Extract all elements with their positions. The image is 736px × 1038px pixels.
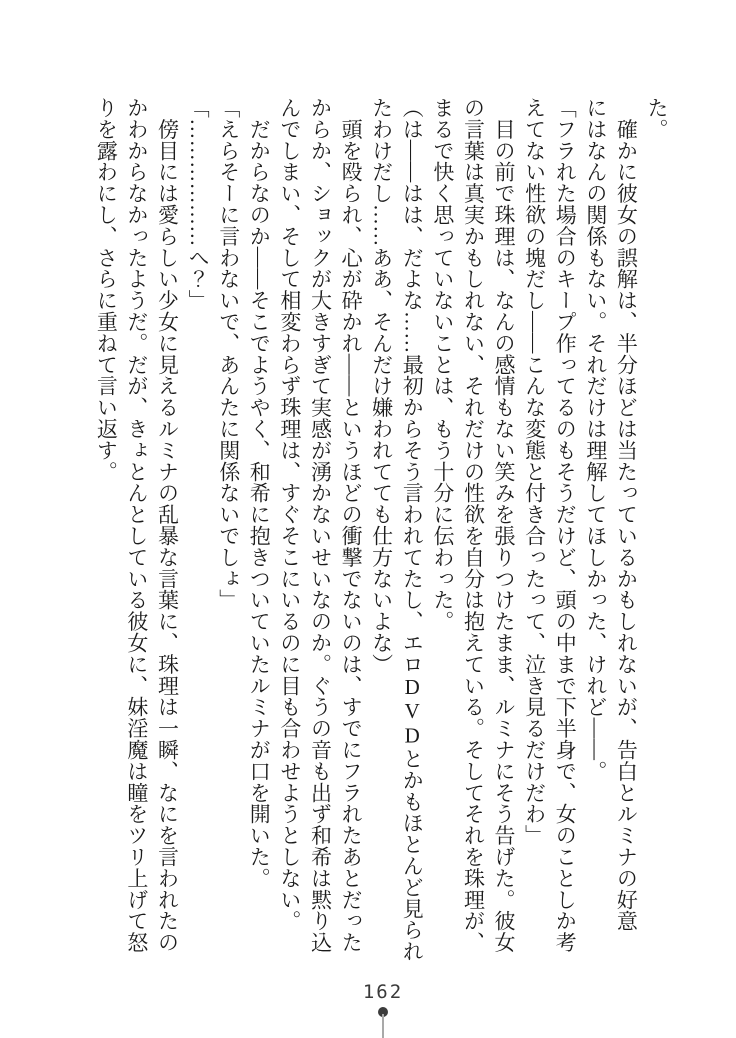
- text-line: りを露わにし、さらに重ねて言い返す。: [94, 97, 119, 483]
- binding-mark-line: [382, 1014, 384, 1038]
- text-line: んでしまい、そして相変わらず珠理は、すぐそこにいるのに目も合わせようとしない。: [277, 97, 302, 932]
- text-line: 「えらそーに言わないで、あんたに関係ないでしょ」: [216, 97, 241, 611]
- text-line: （は——はは、だよな……最初からそう言われてたし、エロDVDとかもほとんど見られ: [400, 97, 425, 963]
- text-line: 「フラれた場合のキープ作ってるのもそうだけど、頭の中まで下半身で、女のことしか考: [553, 97, 578, 953]
- text-line: の言葉は真実かもしれない、それだけの性欲を自分は抱えている。そしてそれを珠理が、: [461, 97, 486, 953]
- text-line: だからなのか——そこでようやく、和希に抱きついていたルミナが口を開いた。: [247, 97, 272, 889]
- latin-upright-text: DVD: [400, 674, 425, 749]
- text-line: 頭を殴られ、心が砕かれ——というほどの衝撃でないのは、すでにフラれたあとだった: [339, 97, 364, 953]
- text-line: にはなんの関係もない。それだけは理解してほしかった、けれど——。: [583, 97, 608, 782]
- text-line: 傍目には愛らしい少女に見えるルミナの乱暴な言葉に、珠理は一瞬、なにを言われたの: [155, 97, 180, 953]
- text-line: 目の前で珠理は、なんの感情もない笑みを張りつけたまま、ルミナにそう告げた。彼女: [492, 97, 517, 953]
- page-number: 162: [362, 981, 404, 1003]
- text-line: た。: [645, 97, 669, 140]
- text-line: 確かに彼女の誤解は、半分ほどは当たっているかもしれないが、告白とルミナの好意: [614, 97, 639, 932]
- text-line: まるで快く思っていないことは、もう十分に伝わった。: [430, 97, 455, 632]
- text-line: えてない性欲の塊だし——こんな変態と付き合ったって、泣き見るだけだわ」: [522, 97, 547, 846]
- vertical-text-block: [91, 97, 672, 963]
- text-line: たわけだし……ああ、そんだけ嫌われてても仕方ないよな）: [369, 97, 394, 675]
- text-line: 「………………へ？」: [186, 97, 211, 311]
- text-line: かわからなかったようだ。だが、きょとんとしている彼女に、妹淫魔は瞳をツリ上げて怒: [124, 97, 149, 953]
- text-line: からか、ショックが大きすぎて実感が湧かないせいなのか。ぐうの音も出ず和希は黙り込: [308, 97, 333, 953]
